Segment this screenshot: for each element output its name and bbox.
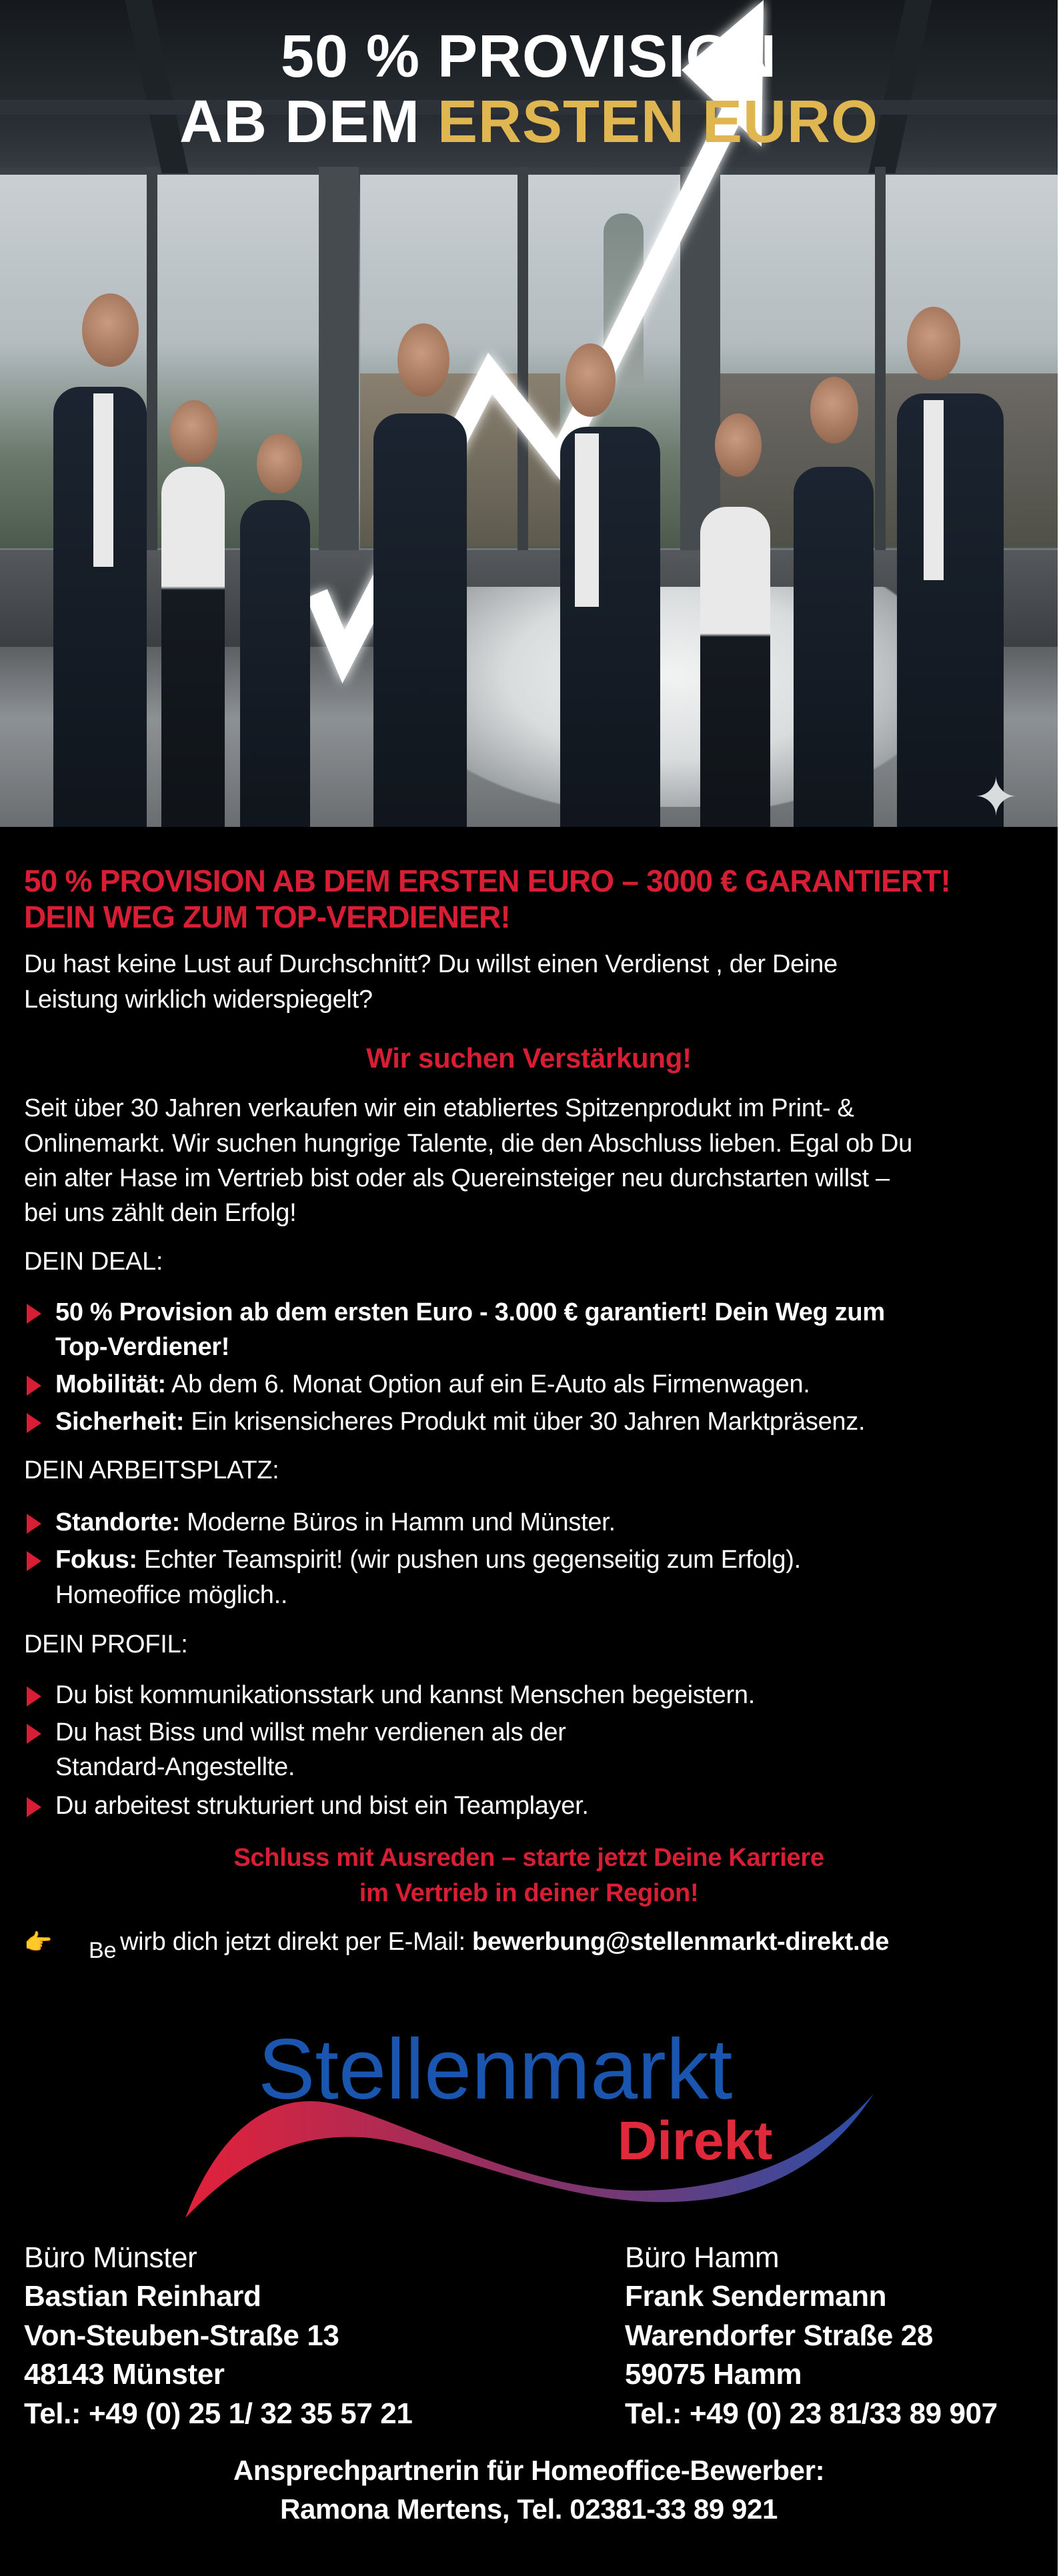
office-hamm-city: 59075 Hamm: [625, 2358, 802, 2391]
person-head: [397, 323, 449, 397]
office-hamm-street: Warendorfer Straße 28: [625, 2319, 933, 2352]
workplace-item-2-label: Fokus:: [55, 1546, 137, 1574]
headline-line1: 50 % PROVISION AB DEM ERSTEN EURO – 3000 € GARANTIERT!: [24, 864, 951, 898]
profile-item-1: Du bist kommunikationsstark und kannst Menschen begeistern.: [55, 1681, 755, 1709]
bullet-triangle-icon: [27, 1514, 41, 1534]
deal-item-1: 50 % Provision ab dem ersten Euro - 3.000 € garantiert! Dein Weg zum: [55, 1298, 885, 1326]
hero-title-line1: 50 % PROVISION: [280, 23, 778, 90]
bullet-triangle-icon: [27, 1686, 41, 1706]
homeoffice-contact-line2[interactable]: Ramona Mertens, Tel. 02381-33 89 921: [280, 2493, 778, 2525]
pointing-hand-icon: 👉: [24, 1930, 53, 1955]
deal-item-2-label: Mobilität:: [55, 1370, 166, 1398]
company-logo: [180, 2022, 880, 2227]
deal-item-2: [55, 1370, 810, 1400]
profile-item-3: Du arbeitest strukturiert und bist ein Teamplayer.: [55, 1792, 589, 1820]
person-head: [810, 377, 858, 443]
apply-line: [120, 1927, 889, 1958]
person-shirt: [93, 393, 113, 567]
person: [373, 413, 467, 827]
paragraph-line1: Seit über 30 Jahren verkaufen wir ein etabliertes Spitzenprodukt im Print- &: [24, 1094, 854, 1122]
person-head: [907, 307, 960, 380]
workplace-item-2-text: Echter Teamspirit! (wir pushen uns gegenseitig zum Erfolg).: [137, 1546, 801, 1574]
closing-line2: im Vertrieb in deiner Region!: [359, 1879, 699, 1907]
bullet-triangle-icon: [27, 1551, 41, 1571]
office-muenster-title: Büro Münster: [24, 2241, 197, 2274]
person-head: [82, 293, 139, 367]
person-head: [170, 400, 218, 463]
apply-email-link[interactable]: bewerbung@stellenmarkt-direkt.de: [472, 1928, 890, 1956]
bullet-triangle-icon: [27, 1413, 41, 1433]
office-hamm-phone[interactable]: Tel.: +49 (0) 23 81/33 89 907: [625, 2397, 998, 2430]
office-muenster-city: 48143 Münster: [24, 2358, 225, 2391]
logo-wordmark-direkt: Direkt: [618, 2111, 773, 2171]
profile-heading: DEIN PROFIL:: [24, 1630, 188, 1658]
office-muenster-contact: Bastian Reinhard: [24, 2280, 261, 2313]
bullet-triangle-icon: [27, 1724, 41, 1744]
hero-title-line2: [0, 89, 1058, 155]
bullet-triangle-icon: [27, 1376, 41, 1396]
sparkle-icon: ✦: [974, 768, 1019, 827]
person-head: [715, 413, 762, 477]
logo-wordmark-stellenmarkt: Stellenmarkt: [258, 2022, 733, 2117]
workplace-item-2-cont: Homeoffice möglich..: [55, 1581, 288, 1609]
subheading: Wir suchen Verstärkung!: [366, 1042, 692, 1074]
person: [700, 507, 770, 827]
workplace-item-1-text: Moderne Büros in Hamm und Münster.: [180, 1508, 616, 1536]
paragraph-line3: ein alter Hase im Vertrieb bist oder als Quereinsteiger neu durchstarten willst –: [24, 1164, 890, 1192]
profile-item-2-cont: Standard-Angestellte.: [55, 1753, 295, 1781]
workplace-item-2: [55, 1545, 801, 1576]
person-shirt: [924, 400, 944, 580]
intro-line1: Du hast keine Lust auf Durchschnitt? Du willst einen Verdienst , der Deine: [24, 950, 838, 978]
intro-line2: Leistung wirklich widerspiegelt?: [24, 986, 373, 1014]
office-muenster-phone[interactable]: Tel.: +49 (0) 25 1/ 32 35 57 21: [24, 2397, 413, 2430]
paragraph-line2: Onlinemarkt. Wir suchen hungrige Talente, die den Abschluss lieben. Egal ob Du: [24, 1130, 913, 1158]
deal-item-3-text: Ein krisensicheres Produkt mit über 30 Jahren Marktpräsenz.: [184, 1408, 866, 1436]
office-hamm-contact: Frank Sendermann: [625, 2280, 887, 2313]
homeoffice-contact-line1: Ansprechpartnerin für Homeoffice-Bewerber:: [233, 2455, 825, 2486]
paragraph-line4: bei uns zählt dein Erfolg!: [24, 1199, 297, 1227]
office-muenster-street: Von-Steuben-Straße 13: [24, 2319, 339, 2352]
person: [161, 467, 225, 827]
bullet-triangle-icon: [27, 1304, 41, 1324]
hero-title-white: AB DEM: [179, 89, 437, 155]
deal-item-3-label: Sicherheit:: [55, 1408, 185, 1436]
person: [240, 500, 310, 827]
workplace-item-1-label: Standorte:: [55, 1508, 181, 1536]
profile-item-2: Du hast Biss und willst mehr verdienen als der: [55, 1718, 566, 1746]
deal-heading: DEIN DEAL:: [24, 1248, 163, 1276]
apply-prefix-clipped: Be: [89, 1938, 117, 1963]
office-hamm-title: Büro Hamm: [625, 2241, 780, 2274]
closing-line1: Schluss mit Ausreden – starte jetzt Deine Karriere: [233, 1844, 824, 1872]
person-head: [257, 433, 302, 493]
workplace-heading: DEIN ARBEITSPLATZ:: [24, 1456, 279, 1484]
deal-item-1-cont: Top-Verdiener!: [55, 1333, 230, 1361]
deal-item-2-text: Ab dem 6. Monat Option auf ein E-Auto als Firmenwagen.: [165, 1370, 810, 1398]
person-shirt: [575, 433, 599, 607]
deal-item-3: [55, 1407, 865, 1438]
person-head: [566, 343, 616, 417]
workplace-item-1: [55, 1508, 616, 1538]
apply-text: wirb dich jetzt direkt per E-Mail:: [120, 1928, 472, 1956]
person: [897, 393, 1004, 827]
hero-title-gold: ERSTEN EURO: [437, 89, 879, 155]
person: [794, 467, 874, 827]
bullet-triangle-icon: [27, 1797, 41, 1817]
headline-line2: DEIN WEG ZUM TOP-VERDIENER!: [24, 900, 510, 934]
hero-image: [0, 0, 1058, 827]
